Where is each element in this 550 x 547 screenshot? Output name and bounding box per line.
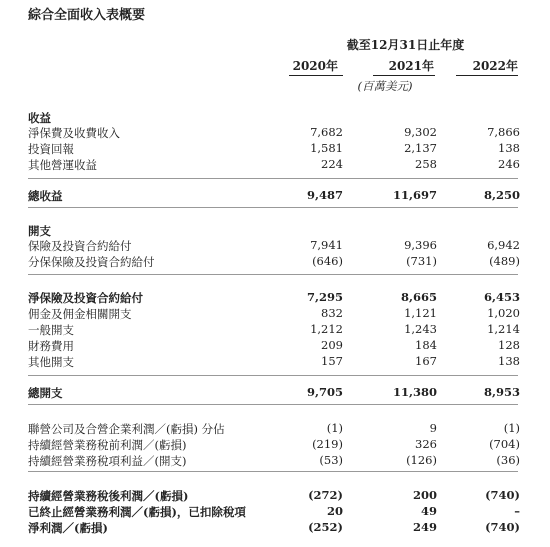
cell-value: 9,487 (306, 188, 343, 202)
row-label: 總收益 (28, 189, 63, 203)
table-row (0, 520, 550, 535)
cell-value: 8,953 (483, 385, 520, 399)
cell-value: 8,665 (400, 290, 437, 304)
cell-value: – (514, 504, 520, 518)
cell-value: 7,682 (310, 125, 343, 139)
cell-value: 258 (415, 157, 437, 171)
row-label: 保險及投資合約給付 (28, 239, 132, 253)
cell-value: 138 (498, 141, 520, 155)
cell-value: 209 (321, 338, 343, 352)
table-row (0, 110, 550, 125)
row-label: 持續經營業務稅後利潤／(虧損) (28, 489, 189, 503)
year-underline (456, 75, 518, 76)
table-row (0, 254, 550, 269)
cell-value: (704) (489, 437, 520, 451)
cell-value: 200 (412, 488, 437, 502)
cell-value: 157 (321, 354, 343, 368)
table-row (0, 453, 550, 468)
cell-value: 7,295 (306, 290, 343, 304)
cell-value: (272) (308, 488, 343, 502)
cell-value: 1,020 (487, 306, 520, 320)
row-label: 佣金及佣金相關開支 (28, 307, 132, 321)
cell-value: (740) (485, 520, 520, 534)
row-label: 收益 (28, 111, 51, 125)
divider (28, 471, 518, 472)
cell-value: 7,941 (310, 238, 343, 252)
table-row (0, 238, 550, 253)
row-label: 淨利潤／(虧損) (28, 521, 108, 535)
table-row (0, 157, 550, 172)
cell-value: (740) (485, 488, 520, 502)
table-row (0, 290, 550, 305)
year-2021-header: 2021年 (388, 59, 434, 73)
cell-value: 9,705 (306, 385, 343, 399)
cell-value: (219) (312, 437, 343, 451)
period-header: 截至12月31日止年度 (346, 38, 465, 52)
row-label: 財務費用 (28, 339, 74, 353)
cell-value: 2,137 (404, 141, 437, 155)
row-label: 開支 (28, 224, 51, 238)
year-underline (373, 75, 435, 76)
cell-value: 1,121 (404, 306, 437, 320)
cell-value: (53) (319, 453, 343, 467)
cell-value: 167 (415, 354, 437, 368)
cell-value: (36) (496, 453, 520, 467)
cell-value: 128 (498, 338, 520, 352)
divider (28, 404, 518, 405)
unit-label: (百萬美元) (357, 79, 413, 93)
cell-value: 184 (415, 338, 437, 352)
page-title: 綜合全面收入表概要 (28, 8, 146, 23)
table-row (0, 488, 550, 503)
cell-value: 9,302 (404, 125, 437, 139)
cell-value: (731) (406, 254, 437, 268)
year-2022-header: 2022年 (472, 59, 518, 73)
cell-value: 1,243 (404, 322, 437, 336)
table-row (0, 354, 550, 369)
cell-value: (1) (503, 421, 520, 435)
table-row (0, 223, 550, 238)
table-row (0, 306, 550, 321)
year-2020-header: 2020年 (292, 59, 338, 73)
cell-value: 1,214 (487, 322, 520, 336)
row-label: 淨保險及投資合約給付 (28, 291, 143, 305)
cell-value: 49 (420, 504, 437, 518)
row-label: 分保保險及投資合約給付 (28, 255, 155, 269)
cell-value: 9 (429, 421, 437, 435)
row-label: 投資回報 (28, 142, 74, 156)
cell-value: (252) (308, 520, 343, 534)
table-row (0, 322, 550, 337)
cell-value: (646) (312, 254, 343, 268)
table-row (0, 188, 550, 203)
table-row (0, 385, 550, 400)
cell-value: 1,212 (310, 322, 343, 336)
row-label: 已終止經營業務利潤／(虧損)，已扣除稅項 (28, 505, 246, 519)
cell-value: 249 (412, 520, 437, 534)
cell-value: 9,396 (404, 238, 437, 252)
row-label: 淨保費及收費收入 (28, 126, 120, 140)
cell-value: 8,250 (483, 188, 520, 202)
cell-value: 6,942 (487, 238, 520, 252)
cell-value: 246 (498, 157, 520, 171)
table-row (0, 421, 550, 436)
cell-value: 20 (326, 504, 343, 518)
divider (28, 274, 518, 275)
cell-value: 1,581 (310, 141, 343, 155)
cell-value: 6,453 (483, 290, 520, 304)
row-label: 其他營運收益 (28, 158, 97, 172)
divider (28, 207, 518, 208)
cell-value: (1) (326, 421, 343, 435)
cell-value: 832 (321, 306, 343, 320)
year-underline (289, 75, 343, 76)
cell-value: 7,866 (487, 125, 520, 139)
cell-value: 11,697 (392, 188, 437, 202)
table-row (0, 141, 550, 156)
divider (28, 178, 518, 179)
table-row (0, 437, 550, 452)
cell-value: (489) (489, 254, 520, 268)
table-row (0, 504, 550, 519)
table-row (0, 338, 550, 353)
row-label: 持續經營業務稅前利潤／(虧損) (28, 438, 187, 452)
row-label: 持續經營業務稅項利益／(開支) (28, 454, 187, 468)
divider (28, 375, 518, 376)
row-label: 其他開支 (28, 355, 74, 369)
cell-value: 11,380 (392, 385, 437, 399)
cell-value: 224 (321, 157, 343, 171)
row-label: 聯營公司及合營企業利潤／(虧損) 分佔 (28, 422, 225, 436)
row-label: 一般開支 (28, 323, 74, 337)
table-row (0, 125, 550, 140)
row-label: 總開支 (28, 386, 63, 400)
cell-value: (126) (406, 453, 437, 467)
cell-value: 138 (498, 354, 520, 368)
cell-value: 326 (415, 437, 437, 451)
